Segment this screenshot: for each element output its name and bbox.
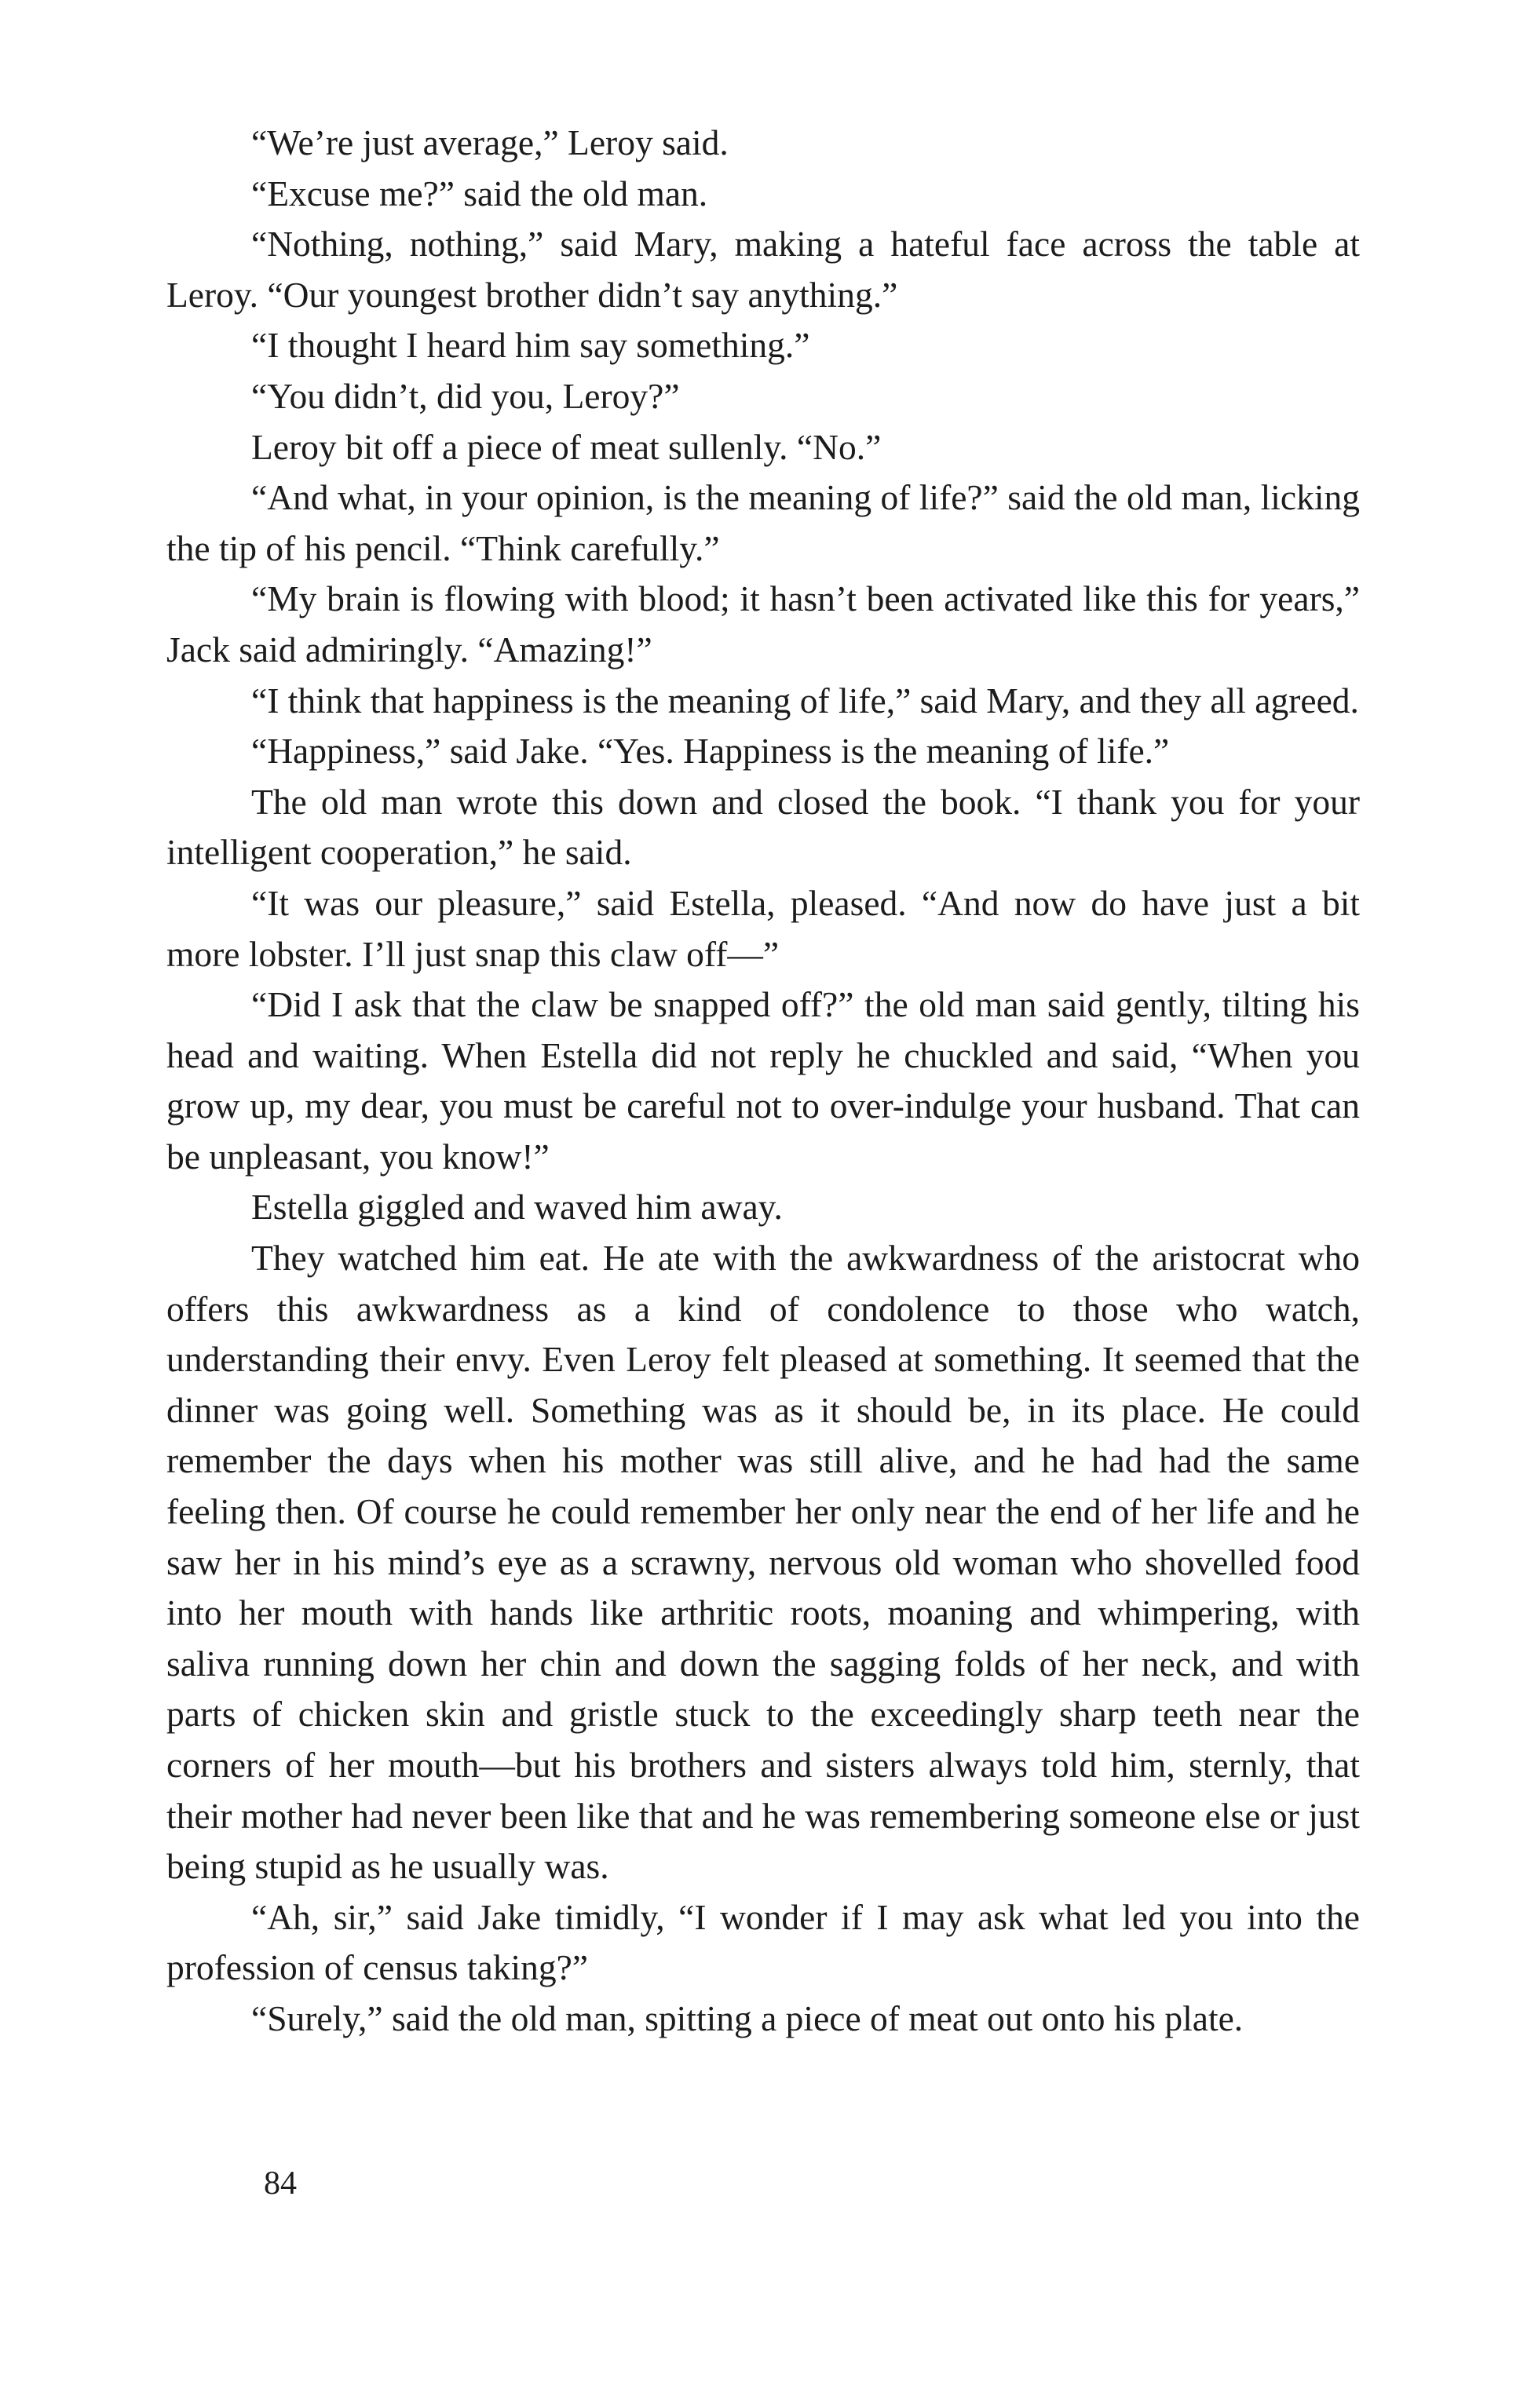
paragraph: “You didn’t, did you, Leroy?” bbox=[251, 375, 680, 416]
paragraph: “And what, in your opinion, is the meaning of life?” said the old man, licking the tip of his pencil. “Think carefully.” bbox=[166, 477, 1360, 568]
paragraph: “Nothing, nothing,” said Mary, making a hateful face across the table at Leroy. “Our youngest brother didn’t say anything.” bbox=[166, 224, 1360, 315]
paragraph: “We’re just average,” Leroy said. bbox=[251, 122, 729, 162]
paragraph: “Excuse me?” said the old man. bbox=[251, 173, 708, 213]
paragraph: “Happiness,” said Jake. “Yes. Happiness is the meaning of life.” bbox=[251, 731, 1170, 772]
paragraph: “I thought I heard him say something.” bbox=[251, 325, 810, 366]
paragraph: Leroy bit off a piece of meat sullenly. “No.” bbox=[251, 426, 882, 467]
paragraph: Estella giggled and waved him away. bbox=[251, 1187, 783, 1228]
paragraph: “Ah, sir,” said Jake timidly, “I wonder if I may ask what led you into the profession of census taking?” bbox=[166, 1896, 1360, 1988]
paragraph: “I think that happiness is the meaning of life,” said Mary, and they all agreed. bbox=[251, 680, 1359, 721]
paragraph: They watched him eat. He ate with the awkwardness of the aristocrat who offers this awkwardness as a kind of condolence to those who watch, understanding their envy. Even Leroy felt pleased at something. It seemed that the dinner was going well. Something was as it should be, in its place. He could remember the days when his mother was still alive, and he had had the same feeling then. Of course he could remember her only near the end of her life and he saw her in his mind’s eye as a scrawny, nervous old woman who shovelled food into her mouth with hands like arthritic roots, moaning and whimpering, with saliva running down her chin and down the sagging folds of her neck, and with parts of chicken skin and gristle stuck to the exceedingly sharp teeth near the corners of her mouth—but his brothers and sisters always told him, sternly, that their mother had never been like that and he was remembering someone else or just being stupid as he usually was. bbox=[166, 1238, 1360, 1887]
paragraph: “Surely,” said the old man, spitting a piece of meat out onto his plate. bbox=[251, 1998, 1244, 2038]
paragraph: “It was our pleasure,” said Estella, pleased. “And now do have just a bit more lobster. I’ll just snap this claw off—” bbox=[166, 882, 1360, 974]
paragraph: “Did I ask that the claw be snapped off?” the old man said gently, tilting his head and waiting. When Estella did not reply he chuckled and said, “When you grow up, my dear, you must be careful not to over-indulge your husband. That can be unpleasant, you know!” bbox=[166, 984, 1360, 1177]
paragraph: The old man wrote this down and closed the book. “I thank you for your intelligent cooperation,” he said. bbox=[166, 781, 1360, 873]
book-page-text bbox=[166, 118, 1360, 2045]
paragraph: “My brain is flowing with blood; it hasn’t been activated like this for years,” Jack said admiringly. “Amazing!” bbox=[166, 578, 1360, 669]
page-number: 84 bbox=[264, 2165, 297, 2202]
